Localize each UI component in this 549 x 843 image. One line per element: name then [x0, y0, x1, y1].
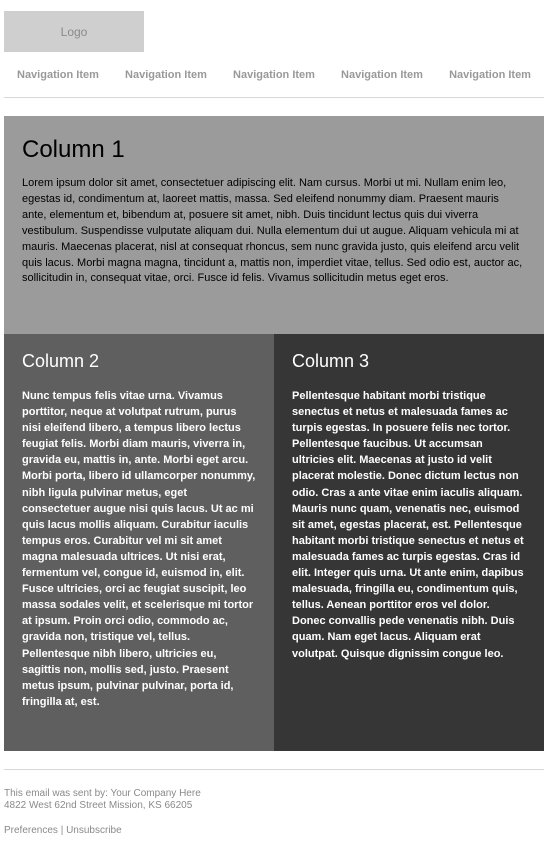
footer-links: [4, 825, 544, 837]
nav-item-1[interactable]: Navigation Item: [17, 69, 99, 81]
column-2: [4, 334, 274, 751]
column-3: [274, 334, 544, 751]
footer-address: 4822 West 62nd Street Mission, KS 66205: [4, 800, 193, 811]
nav-item-2[interactable]: Navigation Item: [125, 69, 207, 81]
nav-item-4[interactable]: Navigation Item: [341, 69, 423, 81]
footer-divider: [4, 769, 544, 770]
column-1: [4, 116, 544, 334]
unsubscribe-link[interactable]: Unsubscribe: [66, 825, 122, 836]
column-3-body: Pellentesque habitant morbi tristique senectus et netus et malesuada fames ac turpis egestas. In posuere felis nec tortor. Pellentesque faucibus. Ut accumsan ultricies elit. Maecenas at justo id velit placerat molestie. Donec dictum lectus non odio. Cras a ante vitae enim iaculis aliquam. Mauris nunc quam, venenatis nec, euismod sit amet, egestas placerat, est. Pellentesque habitant morbi tristique senectus et netus et malesuada fames ac turpis egestas. Cras id elit. Integer quis urna. Ut ante enim, dapibus malesuada, fringilla eu, condimentum quis, tellus. Aenean porttitor eros vel dolor. Donec convallis pede venenatis nibh. Duis quam. Nam eget lacus. Aliquam erat volutpat. Quisque dignissim congue leo.: [292, 390, 524, 660]
nav-item-3[interactable]: Navigation Item: [233, 69, 315, 81]
column-1-body: Lorem ipsum dolor sit amet, consectetuer adipiscing elit. Nam cursus. Morbi ut mi. Nullam enim leo, egestas id, condimentum at, laoreet mattis, massa. Sed eleifend nonummy diam. Praesent mauris ante, elementum et, bibendum at, posuere sit amet, nibh. Duis tincidunt lectus quis dui viverra vestibulum. Suspendisse vulputate aliquam dui. Nulla elementum dui ut augue. Aliquam vehicula mi at mauris. Maecenas placerat, nisl at consequat rhoncus, sem nunc gravida justo, quis eleifend arcu velit quis lacus. Morbi magna magna, tincidunt a, mattis non, imperdiet vitae, tellus. Sed odio est, auctor ac, sollicitudin in, consequat vitae, orci. Fusce id felis. Vivamus sollicitudin metus eget eros.: [22, 177, 523, 285]
column-2-title: Column 2: [22, 351, 100, 371]
navigation-bar: [4, 65, 544, 85]
footer: [4, 788, 544, 837]
logo[interactable]: [4, 11, 144, 52]
footer-link-separator: |: [57, 825, 67, 836]
column-2-body: Nunc tempus felis vitae urna. Vivamus porttitor, neque at volutpat rutrum, purus nisi eleifend libero, a tempus libero lectus feugiat felis. Morbi diam mauris, viverra in, gravida eu, mattis in, ante. Morbi eget arcu. Morbi porta, libero id ullamcorper nonummy, nibh ligula pulvinar metus, eget consectetuer augue nisi quis lacus. Ut ac mi quis lacus mollis aliquam. Curabitur iaculis tempus eros. Curabitur vel mi sit amet magna malesuada ultrices. Ut nisi erat, fermentum vel, congue id, euismod in, elit. Fusce ultricies, orci ac feugiat suscipit, leo massa sodales velit, et scelerisque mi tortor at ipsum. Proin orci odio, commodo ac, gravida non, tristique vel, tellus. Pellentesque nibh libero, ultricies eu, sagittis non, mollis sed, justo. Praesent metus ipsum, pulvinar pulvinar, porta id, fringilla at, est.: [22, 390, 256, 708]
column-1-title: Column 1: [22, 136, 125, 163]
footer-sent-by: This email was sent by: Your Company Here: [4, 788, 201, 799]
column-3-title: Column 3: [292, 351, 370, 371]
preferences-link[interactable]: Preferences: [4, 825, 58, 836]
header-divider: [4, 97, 544, 98]
nav-item-5[interactable]: Navigation Item: [449, 69, 531, 81]
logo-text: Logo: [60, 24, 88, 39]
